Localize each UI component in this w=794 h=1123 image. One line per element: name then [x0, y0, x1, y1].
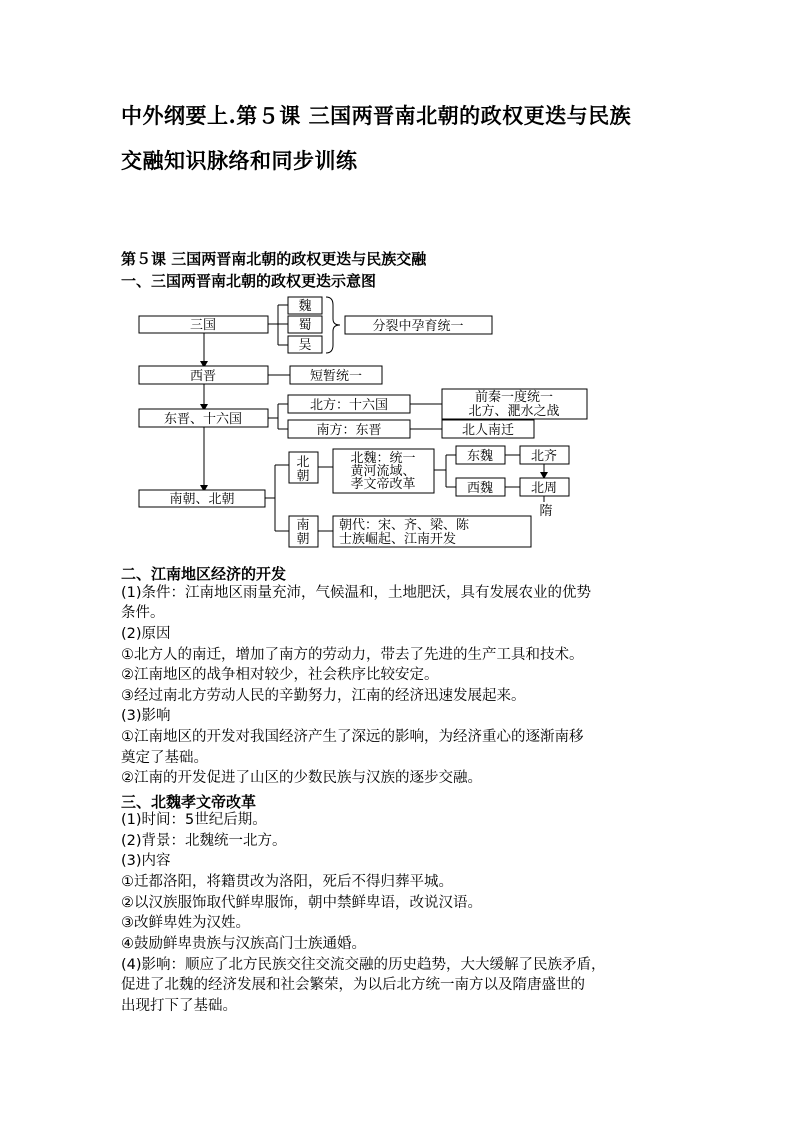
section-2-line: ①江南地区的开发对我国经济产生了深远的影响，为经济重心的逐渐南移 — [121, 729, 584, 745]
south-dongjin-label: 南方：东晋 — [316, 423, 382, 438]
xiwei-label: 西魏 — [466, 481, 494, 496]
sanguo-note-label: 分裂中孕育统一 — [372, 319, 464, 334]
lesson-title: 第５课 三国两晋南北朝的政权更迭与民族交融 — [121, 250, 427, 268]
beichao-label-1: 北 — [296, 455, 310, 470]
shu-label: 蜀 — [298, 318, 312, 333]
section-3-line: (3)内容 — [121, 853, 171, 869]
beichao-label-2: 朝 — [296, 469, 310, 484]
north-16-label: 北方：十六国 — [309, 398, 389, 413]
section-2-line: ②江南的开发促进了山区的少数民族与汉族的逐步交融。 — [121, 770, 482, 786]
section-3-line: (4)影响：顺应了北方民族交往交流交融的历史趋势，大大缓解了民族矛盾， — [121, 957, 606, 973]
section-2-line: ②江南地区的战争相对较少，社会秩序比较安定。 — [121, 667, 439, 683]
nanbei-label: 南朝、北朝 — [169, 492, 235, 507]
qianqin-label-2: 北方、淝水之战 — [468, 404, 560, 419]
beizhou-label: 北周 — [530, 481, 558, 496]
dongjin-label: 东晋、十六国 — [163, 412, 243, 427]
section-3-line: ②以汉族服饰取代鲜卑服饰，朝中禁鲜卑语，改说汉语。 — [121, 895, 482, 911]
brace — [326, 297, 340, 353]
section-3-line: (2)背景：北魏统一北方。 — [121, 833, 287, 849]
section-2-line: (1)条件：江南地区雨量充沛，气候温和，土地肥沃，具有发展农业的优势 — [121, 585, 592, 601]
section-3-line: ③改鲜卑姓为汉姓。 — [121, 915, 250, 931]
beiren-label: 北人南迁 — [461, 423, 515, 438]
section-2-line: 条件。 — [121, 605, 165, 621]
section-2-heading: 二、江南地区经济的开发 — [121, 565, 287, 583]
nanchao-label-2: 朝 — [296, 532, 310, 547]
section-3-line: 促进了北魏的经济发展和社会繁荣，为以后北方统一南方以及隋唐盛世的 — [121, 977, 585, 993]
section-2-line: (3)影响 — [121, 708, 171, 724]
beiqi-label: 北齐 — [530, 449, 558, 464]
nanchao-note-label-1: 朝代：宋、齐、梁、陈 — [339, 518, 470, 533]
sanguo-label: 三国 — [189, 318, 217, 333]
nanchao-label-1: 南 — [296, 518, 310, 533]
beiwei-label-2: 黄河流域、 — [350, 464, 416, 479]
xijin-note-label: 短暂统一 — [309, 369, 363, 384]
sui-label: 隋 — [539, 504, 553, 519]
section-3-line: ④鼓励鲜卑贵族与汉族高门士族通婚。 — [121, 936, 366, 952]
section-2-line: ③经过南北方劳动人民的辛勤努力，江南的经济迅速发展起来。 — [121, 688, 526, 704]
beiwei-label-3: 孝文帝改革 — [350, 477, 416, 492]
document-title-line-2: 交融知识脉络和同步训练 — [121, 148, 358, 173]
section-3-line: ①迁都洛阳，将籍贯改为洛阳，死后不得归葬平城。 — [121, 874, 453, 890]
document-title-line-1: 中外纲要上.第５课 三国两晋南北朝的政权更迭与民族 — [121, 103, 632, 128]
section-3-line: (1)时间：5世纪后期。 — [121, 812, 267, 828]
section-2-line: ①北方人的南迁，增加了南方的劳动力，带去了先进的生产工具和技术。 — [121, 647, 584, 663]
dongwei-label: 东魏 — [466, 449, 494, 464]
beiwei-label-1: 北魏：统一 — [350, 451, 416, 466]
section-1-heading: 一、三国两晋南北朝的政权更迭示意图 — [121, 272, 377, 290]
section-2-line: 奠定了基础。 — [121, 750, 208, 766]
qianqin-label-1: 前秦一度统一 — [474, 390, 554, 405]
section-3-line: 出现打下了基础。 — [121, 998, 237, 1014]
section-2-line: (2)原因 — [121, 626, 171, 642]
section-3-heading: 三、北魏孝文帝改革 — [121, 793, 257, 811]
wu-label: 吴 — [298, 338, 312, 353]
xijin-label: 西晋 — [189, 369, 217, 384]
wei-label: 魏 — [298, 299, 312, 314]
nanchao-note-label-2: 士族崛起、江南开发 — [339, 532, 457, 547]
